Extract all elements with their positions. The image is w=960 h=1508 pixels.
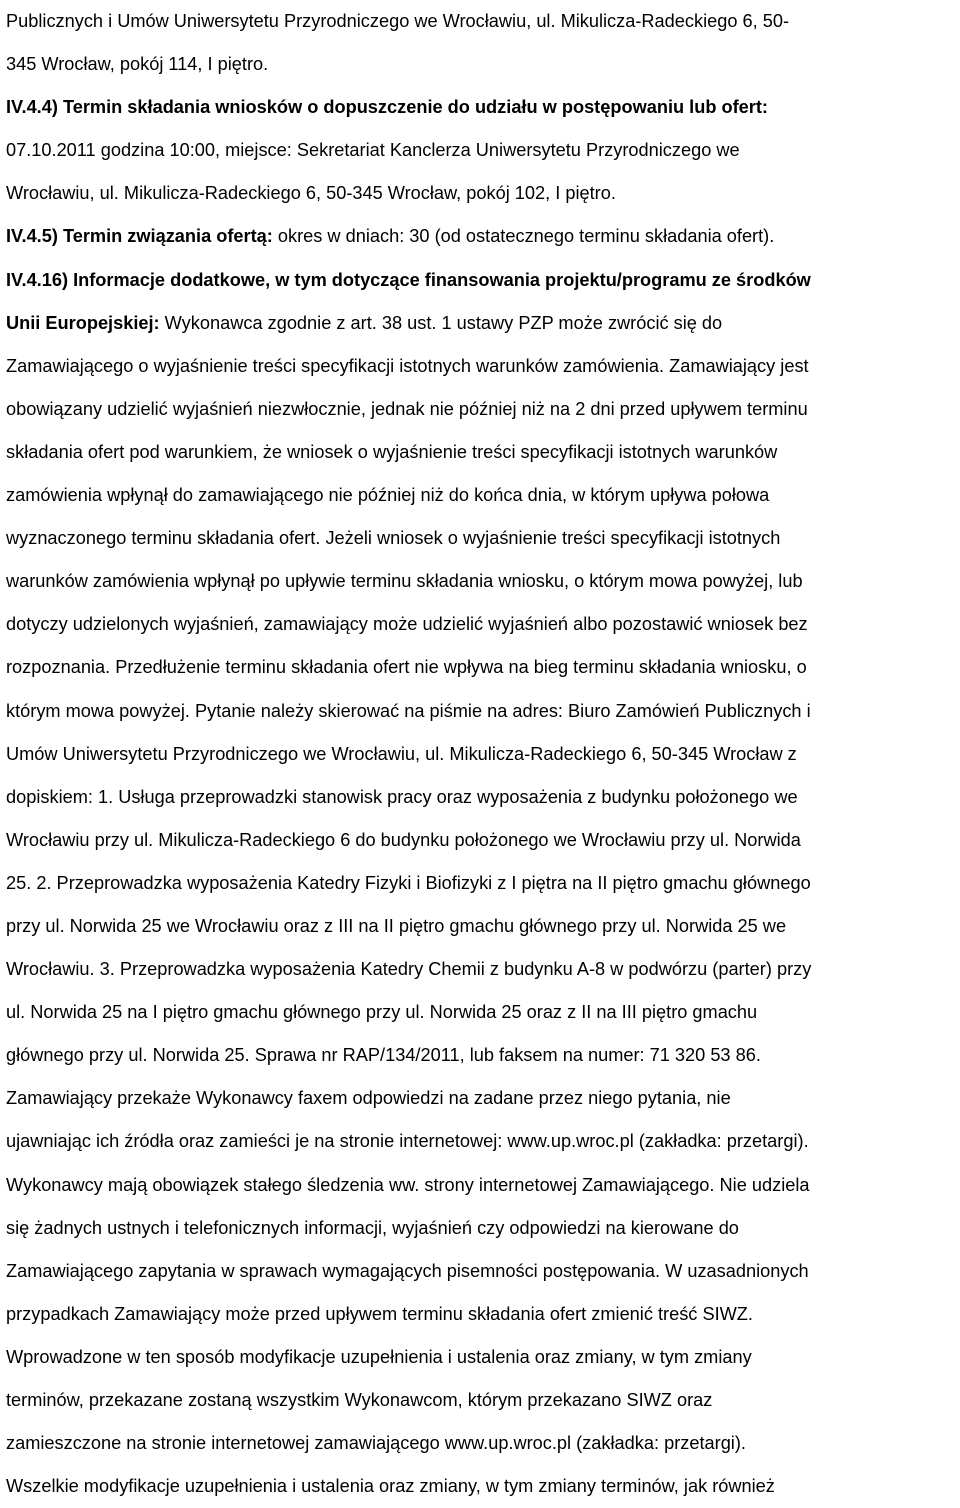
line-text: Zamawiający przekaże Wykonawcy faxem odpowiedzi na zadane przez niego pytania, nie [6, 1088, 731, 1109]
text-line [6, 1465, 954, 1508]
text-line [6, 1379, 954, 1422]
text-line [6, 0, 954, 43]
text-line [6, 474, 954, 517]
text-line [6, 1422, 954, 1465]
text-line [6, 215, 954, 258]
line-text: warunków zamówienia wpłynął po upływie terminu składania wniosku, o którym mowa powyżej, lub [6, 571, 803, 592]
text-line [6, 1164, 954, 1207]
text-line [6, 1336, 954, 1379]
line-text: ul. Norwida 25 na I piętro gmachu głównego przy ul. Norwida 25 oraz z II na III piętro gmachu [6, 1002, 758, 1023]
line-text: Wprowadzone w ten sposób modyfikacje uzupełnienia i ustalenia oraz zmiany, w tym zmiany [6, 1346, 752, 1367]
line-text: zamówienia wpłynął do zamawiającego nie później niż do końca dnia, w którym upływa połowa [6, 485, 770, 506]
line-text: składania ofert pod warunkiem, że wniosek o wyjaśnienie treści specyfikacji istotnych warunków [6, 441, 778, 462]
text-line [6, 1250, 954, 1293]
text-line [6, 259, 954, 302]
text-line [6, 733, 954, 776]
text-line [6, 862, 954, 905]
text-line [6, 646, 954, 689]
text-line [6, 1120, 954, 1163]
text-line [6, 603, 954, 646]
line-text: ujawniając ich źródła oraz zamieści je na stronie internetowej: www.up.wroc.pl (zakładka: przetargi). [6, 1131, 809, 1152]
document-body [6, 0, 954, 1508]
text-line [6, 1034, 954, 1077]
text-line [6, 43, 954, 86]
text-line [6, 388, 954, 431]
line-text: przypadkach Zamawiający może przed upływem terminu składania ofert zmienić treść SIWZ. [6, 1303, 753, 1324]
text-line [6, 1293, 954, 1336]
text-line [6, 819, 954, 862]
text-line [6, 431, 954, 474]
line-text: okres w dniach: 30 (od ostatecznego terminu składania ofert). [272, 226, 775, 247]
line-text: którym mowa powyżej. Pytanie należy skierować na piśmie na adres: Biuro Zamówień Publicznych i [6, 700, 811, 721]
line-text: Wykonawca zgodnie z art. 38 ust. 1 ustawy PZP może zwrócić się do [159, 312, 723, 333]
line-text: terminów, przekazane zostaną wszystkim Wykonawcom, którym przekazano SIWZ oraz [6, 1390, 713, 1410]
text-line [6, 991, 954, 1034]
line-text: Wykonawcy mają obowiązek stałego śledzenia ww. strony internetowej Zamawiającego. Nie udziela [6, 1174, 810, 1195]
text-line [6, 1077, 954, 1120]
bold-heading: IV.4.4) Termin składania wniosków o dopuszczenie do udziału w postępowaniu lub ofert: [6, 97, 768, 118]
line-text: Zamawiającego o wyjaśnienie treści specyfikacji istotnych warunków zamówienia. Zamawiający jest [6, 355, 809, 376]
line-text: Umów Uniwersytetu Przyrodniczego we Wrocławiu, ul. Mikulicza-Radeckiego 6, 50-345 Wrocław z [6, 743, 797, 764]
line-text: Wrocławiu przy ul. Mikulicza-Radeckiego 6 do budynku położonego we Wrocławiu przy ul. Norwida [6, 829, 801, 850]
text-line [6, 690, 954, 733]
text-line [6, 86, 954, 129]
line-text: Publicznych i Umów Uniwersytetu Przyrodniczego we Wrocławiu, ul. Mikulicza-Radeckiego 6, 50- [6, 11, 790, 31]
text-line [6, 948, 954, 991]
line-text: obowiązany udzielić wyjaśnień niezwłocznie, jednak nie później niż na 2 dni przed upływem terminu [6, 398, 808, 419]
text-line [6, 1207, 954, 1250]
text-line [6, 517, 954, 560]
line-text: dopiskiem: 1. Usługa przeprowadzki stanowisk pracy oraz wyposażenia z budynku położonego we [6, 786, 798, 807]
text-line [6, 345, 954, 388]
line-text: przy ul. Norwida 25 we Wrocławiu oraz z III na II piętro gmachu głównego przy ul. Norwida 25 we [6, 915, 787, 936]
text-line [6, 129, 954, 172]
line-text: 345 Wrocław, pokój 114, I piętro. [6, 54, 269, 75]
line-text: Wrocławiu, ul. Mikulicza-Radeckiego 6, 50-345 Wrocław, pokój 102, I piętro. [6, 183, 616, 204]
bold-heading: Unii Europejskiej: [6, 312, 160, 333]
line-text: 25. 2. Przeprowadzka wyposażenia Katedry Fizyki i Biofizyki z I piętra na II piętro gmachu głównego [6, 872, 811, 893]
bold-heading: IV.4.16) Informacje dodatkowe, w tym dotyczące finansowania projektu/programu ze środków [6, 269, 811, 290]
line-text: Wszelkie modyfikacje uzupełnienia i ustalenia oraz zmiany, w tym zmiany terminów, jak również [6, 1476, 775, 1497]
text-line [6, 172, 954, 215]
line-text: dotyczy udzielonych wyjaśnień, zamawiający może udzielić wyjaśnień albo pozostawić wniosek bez [6, 614, 808, 635]
line-text: zamieszczone na stronie internetowej zamawiającego www.up.wroc.pl (zakładka: przetargi). [6, 1433, 746, 1454]
line-text: wyznaczonego terminu składania ofert. Jeżeli wniosek o wyjaśnienie treści specyfikacji istotnych [6, 528, 781, 549]
line-text: 07.10.2011 godzina 10:00, miejsce: Sekretariat Kanclerza Uniwersytetu Przyrodniczego we [6, 140, 740, 161]
bold-heading: IV.4.5) Termin związania ofertą: [6, 226, 273, 247]
line-text: Zamawiającego zapytania w sprawach wymagających pisemności postępowania. W uzasadnionych [6, 1260, 809, 1281]
line-text: się żadnych ustnych i telefonicznych informacji, wyjaśnień czy odpowiedzi na kierowane do [6, 1217, 739, 1238]
text-line [6, 560, 954, 603]
line-text: rozpoznania. Przedłużenie terminu składania ofert nie wpływa na bieg terminu składania wniosku, o [6, 657, 807, 678]
line-text: Wrocławiu. 3. Przeprowadzka wyposażenia Katedry Chemii z budynku A-8 w podwórzu (parter) przy [6, 959, 812, 980]
text-line [6, 302, 954, 345]
text-line [6, 905, 954, 948]
line-text: głównego przy ul. Norwida 25. Sprawa nr RAP/134/2011, lub faksem na numer: 71 320 53 86. [6, 1045, 761, 1066]
text-line [6, 776, 954, 819]
